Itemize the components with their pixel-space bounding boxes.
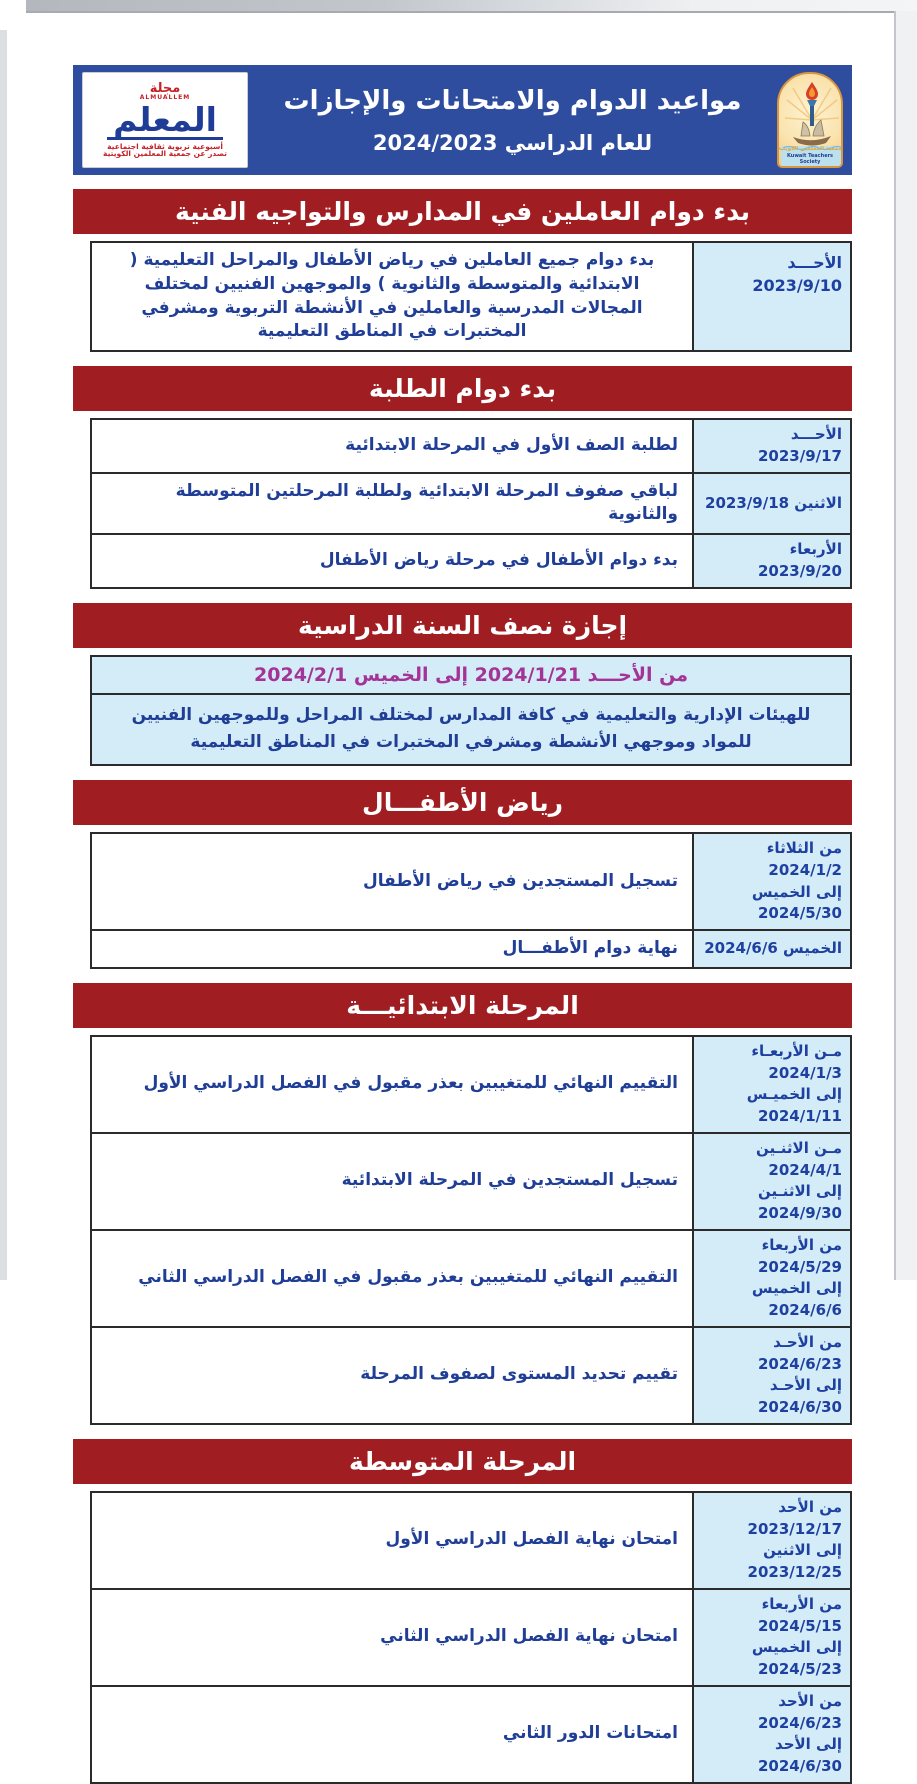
- row-date: [692, 1134, 850, 1229]
- row-date: [692, 1687, 850, 1782]
- date-line: من الأحد 2024/6/23: [757, 1691, 842, 1732]
- row-date: [692, 1037, 850, 1132]
- table-row: [92, 533, 850, 587]
- schedule-sections: [73, 189, 852, 1784]
- section-table-middle-school: [90, 1491, 852, 1784]
- date-line: من الأربعاء 2024/5/29: [757, 1235, 842, 1276]
- date-line: من الأربعاء 2024/5/15: [757, 1594, 842, 1635]
- section-table-students-start: [90, 418, 852, 589]
- table-row: [92, 929, 850, 967]
- holiday-description: للهيئات الإدارية والتعليمية في كافة المدارس لمختلف المراحل وللموجهين الفنيين للمواد وموجهي الأنشطة ومشرفي المختبرات في المناطق التعليمية: [131, 705, 811, 752]
- row-description: تسجيل المستجدين في المرحلة الابتدائية: [341, 1170, 678, 1191]
- row-date: [692, 1493, 850, 1588]
- row-description: امتحانات الدور الثاني: [502, 1723, 678, 1744]
- document-page: [73, 65, 852, 1784]
- table-row: [92, 1493, 850, 1588]
- row-description: امتحان نهاية الفصل الدراسي الأول: [385, 1529, 678, 1550]
- magazine-subtitle-1: أسبوعية تربوية ثقافية اجتماعية: [107, 141, 223, 151]
- holiday-box: [90, 655, 852, 766]
- row-date: [692, 420, 850, 472]
- date-line: إلى الاثنـين 2024/9/30: [757, 1182, 842, 1223]
- date-line: من الأحـد 2024/6/23: [757, 1332, 842, 1373]
- section-banner-students-start: بدء دوام الطلبة: [73, 366, 852, 411]
- date-line: من الأحد 2023/12/17: [747, 1497, 842, 1538]
- date-line: الأحـــد 2023/9/10: [752, 253, 842, 296]
- section-table-workers-start: [90, 241, 852, 352]
- date-line: إلى الخميـس 2024/1/11: [746, 1085, 842, 1126]
- row-date: [692, 931, 850, 967]
- date-line: إلى الأحـد 2024/6/30: [757, 1376, 842, 1417]
- date-line: الأربعاء 2023/9/20: [757, 540, 842, 581]
- table-row: [92, 1132, 850, 1229]
- magazine-subtitle-2: تصدر عن جمعية المعلمين الكويتية: [103, 149, 227, 159]
- row-description: بدء دوام جميع العاملين في رياض الأطفال والمراحل التعليمية ( الابتدائية والمتوسطة والثانوية ) والموجهين الفنيين لمختلف المجالات المدرسية والعاملين في الأنشطة التربوية ومشرفي المختبرات في المناطق التعليمية: [129, 250, 655, 342]
- row-description: التقييم النهائي للمتغيبين بعذر مقبول في الفصل الدراسي الثاني: [138, 1267, 678, 1288]
- section-table-kindergarten: [90, 832, 852, 969]
- row-description: لباقي صفوف المرحلة الابتدائية ولطلبة المرحلتين المتوسطة والثانوية: [175, 480, 678, 525]
- photo-right-edge-line: [894, 11, 896, 1280]
- date-line: مـن الاثنـين 2024/4/1: [756, 1138, 842, 1179]
- row-date: [692, 474, 850, 534]
- table-row: [92, 243, 850, 350]
- table-row: [92, 1037, 850, 1132]
- date-line: الخميس 2024/6/6: [704, 939, 842, 958]
- almuallem-magazine-logo: [82, 72, 248, 168]
- table-row: [92, 420, 850, 472]
- section-table-elementary: [90, 1035, 852, 1425]
- table-row: [92, 1326, 850, 1423]
- photo-top-edge: [26, 0, 917, 13]
- section-banner-workers-start: بدء دوام العاملين في المدارس والتواجيه الفنية: [73, 189, 852, 234]
- date-line: إلى الخميس 2024/6/6: [751, 1279, 842, 1320]
- date-line: مـن الأربعـاء 2024/1/3: [751, 1041, 842, 1082]
- row-description: امتحان نهاية الفصل الدراسي الثاني: [380, 1626, 678, 1647]
- date-line: الاثنين 2023/9/18: [705, 493, 842, 512]
- masthead: [73, 65, 852, 175]
- photo-left-edge: [0, 30, 7, 1280]
- emblem-caption-arabic: جمعية المعلمين الكويتية: [777, 145, 843, 152]
- magazine-word: مجلة: [149, 80, 181, 96]
- kuwait-teachers-society-emblem: [777, 72, 843, 168]
- photo-right-edge: [895, 11, 917, 1280]
- row-date: [692, 1231, 850, 1326]
- date-line: من الثلاثاء 2024/1/2: [766, 839, 842, 879]
- page-title: [248, 86, 777, 155]
- section-banner-elementary: المرحلة الابتدائيـــة: [73, 983, 852, 1028]
- table-row: [92, 1229, 850, 1326]
- section-banner-kindergarten: رياض الأطفـــال: [73, 780, 852, 825]
- table-row: [92, 1588, 850, 1685]
- row-date: [692, 243, 850, 350]
- holiday-date-range: من الأحـــد 2024/1/21 إلى الخميس 2024/2/1: [92, 657, 850, 696]
- row-description: التقييم النهائي للمتغيبين بعذر مقبول في الفصل الدراسي الأول: [143, 1073, 678, 1094]
- section-banner-midyear-holiday: إجازة نصف السنة الدراسية: [73, 603, 852, 648]
- page-title-line2: للعام الدراسي 2024/2023: [372, 130, 653, 155]
- row-description: نهاية دوام الأطفـــال: [502, 938, 678, 959]
- date-line: إلى الخميس 2024/5/30: [751, 882, 842, 923]
- magazine-latin-name: ALMUALLEM: [139, 94, 191, 102]
- row-date: [692, 1590, 850, 1685]
- emblem-caption: [777, 146, 843, 165]
- emblem-caption-english: Kuwait Teachers Society: [786, 152, 834, 165]
- section-banner-middle-school: المرحلة المتوسطة: [73, 1439, 852, 1484]
- table-row: [92, 1685, 850, 1782]
- page-title-line1: مواعيد الدوام والامتحانات والإجازات: [283, 85, 742, 116]
- date-line: الأحـــد 2023/9/17: [757, 425, 842, 465]
- row-description: لطلبة الصف الأول في المرحلة الابتدائية: [345, 435, 678, 456]
- table-row: [92, 834, 850, 929]
- date-line: إلى الأحد 2024/6/30: [757, 1735, 842, 1776]
- row-date: [692, 834, 850, 929]
- row-description: تقييم تحديد المستوى لصفوف المرحلة: [360, 1364, 678, 1385]
- magazine-name: المعلم: [107, 103, 223, 140]
- row-date: [692, 535, 850, 587]
- table-row: [92, 472, 850, 534]
- row-description: تسجيل المستجدين في رياض الأطفال: [363, 870, 678, 891]
- row-date: [692, 1328, 850, 1423]
- date-line: إلى الخميس 2024/5/23: [751, 1638, 842, 1679]
- date-line: إلى الاثنين 2023/12/25: [747, 1541, 842, 1582]
- row-description: بدء دوام الأطفال في مرحلة رياض الأطفال: [319, 550, 678, 571]
